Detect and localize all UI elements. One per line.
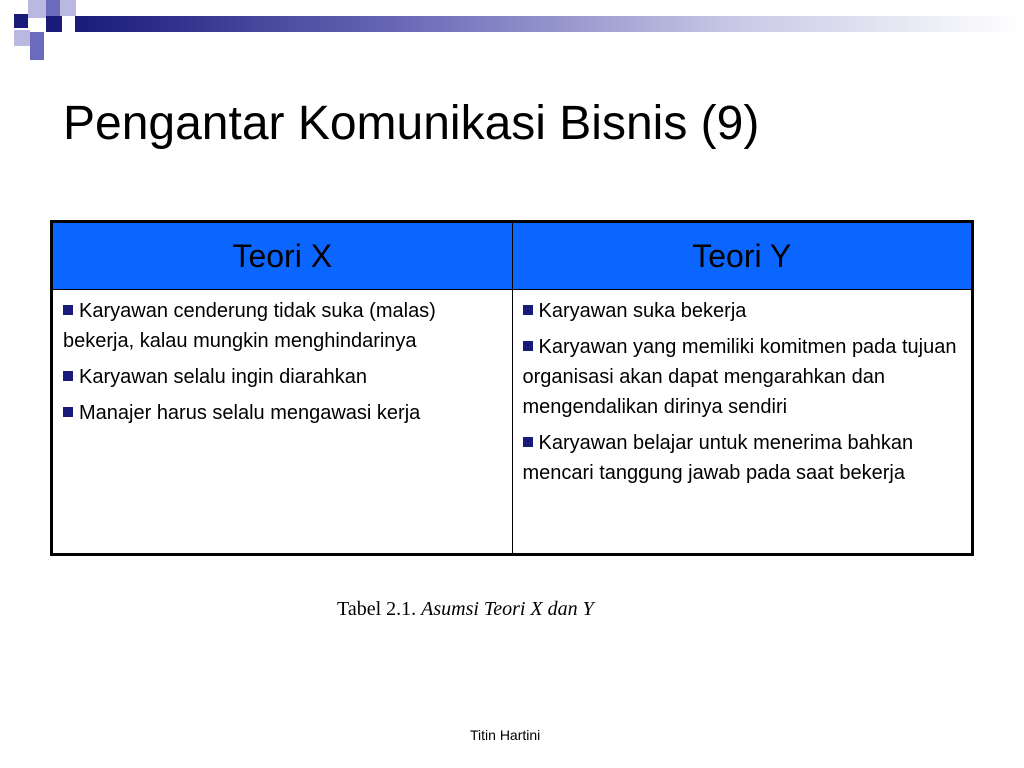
list-item-text: Karyawan selalu ingin diarahkan [79,366,367,388]
slide-title: Pengantar Komunikasi Bisnis (9) [63,97,760,150]
list-item [63,296,502,356]
decor-square [14,14,28,28]
caption-prefix: Tabel 2.1. [337,598,417,620]
list-item-text: Karyawan suka bekerja [538,300,747,322]
list-item-text: Manajer harus selalu mengawasi kerja [79,402,421,424]
column-header-teori-y: Teori Y [512,222,973,290]
square-bullet-icon [63,371,73,381]
square-bullet-icon [523,341,533,351]
list-item [523,332,962,422]
footer-author: Titin Hartini [470,727,541,743]
square-bullet-icon [523,437,533,447]
list-item-text: Karyawan yang memiliki komitmen pada tujuan organisasi akan dapat mengarahkan dan mengendalikan dirinya sendiri [522,336,957,418]
square-bullet-icon [63,305,73,315]
decor-square [60,0,76,16]
list-item [523,428,962,488]
square-bullet-icon [523,305,533,315]
teori-x-cell [52,290,513,555]
column-header-teori-x: Teori X [52,222,513,290]
theory-table [50,220,974,556]
decor-square [30,46,44,60]
list-item [523,296,962,326]
teori-y-cell [512,290,973,555]
list-item [63,362,502,392]
table-caption [337,598,594,621]
header-gradient-bar [75,16,1024,32]
decor-square [14,30,30,46]
decor-square [30,32,44,46]
decor-square [28,0,46,18]
caption-title: Asumsi Teori X dan Y [421,598,594,620]
decor-square [46,16,62,32]
square-bullet-icon [63,407,73,417]
list-item-text: Karyawan belajar untuk menerima bahkan mencari tanggung jawab pada saat bekerja [522,432,914,484]
list-item [63,398,502,428]
list-item-text: Karyawan cenderung tidak suka (malas) bekerja, kalau mungkin menghindarinya [63,300,436,352]
